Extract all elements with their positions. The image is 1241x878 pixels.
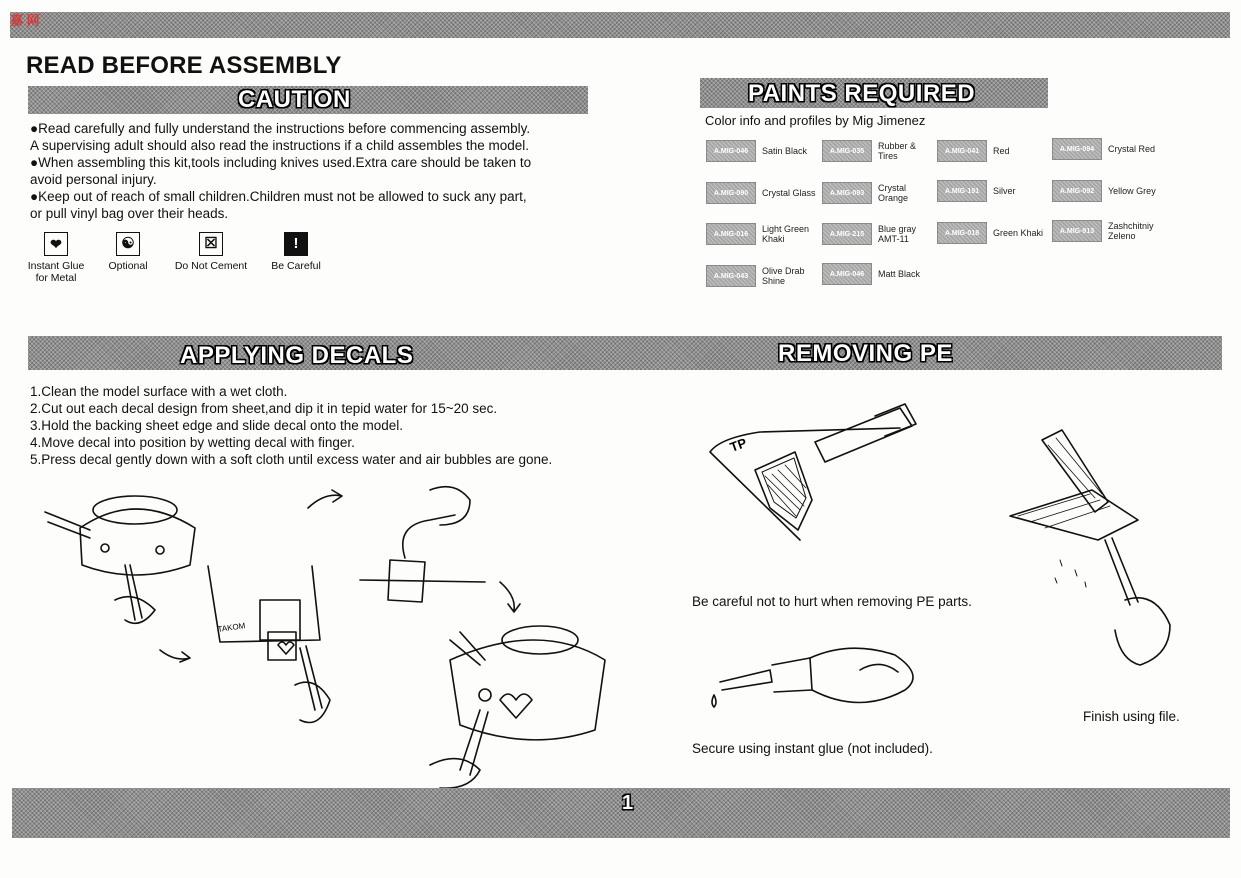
crossed-box-icon: ☒ [199,232,223,256]
takom-label: TAKOM [217,621,246,634]
decal-step: 1.Clean the model surface with a wet cloth. [30,384,288,399]
caution-line: ●When assembling this kit,tools including knives used.Extra care should be taken to [30,155,532,170]
paint-name: Rubber & Tires [878,141,917,161]
paint-chip: A.MIG-215 [822,223,872,245]
paint-item [706,140,822,162]
paint-item [937,222,1053,244]
page-number: 1 [622,792,634,814]
paint-chip: A.MIG-041 [937,140,987,162]
paint-name: Red [993,146,1010,156]
paint-chip: A.MIG-093 [822,182,872,204]
paint-chip: A.MIG-092 [1052,180,1102,202]
paint-item [937,180,1053,202]
turret-illustration-1 [45,496,195,623]
paint-item [706,265,822,287]
paint-chip: A.MIG-035 [822,140,872,162]
paint-name: Satin Black [762,146,808,156]
caution-text [30,120,600,222]
caution-line: ●Keep out of reach of small children.Children must not be allowed to suck any part, [30,189,527,204]
caution-line: A supervising adult should also read the instructions if a child assembles the model. [30,138,530,153]
paint-name: Light Green Khaki [762,224,810,244]
caution-title: CAUTION [238,86,351,113]
pe-tp-label: TP [727,435,749,455]
paint-item [1052,220,1168,242]
caution-line: or pull vinyl bag over their heads. [30,206,229,221]
decal-step: 2.Cut out each decal design from sheet,and dip it in tepid water for 15~20 sec. [30,401,498,416]
yin-yang-icon: ☯ [116,232,140,256]
paint-chip: A.MIG-046 [822,263,872,285]
top-band [10,12,1230,38]
footer-band [12,788,1230,838]
caution-line: ●Read carefully and fully understand the instructions before commencing assembly. [30,121,531,136]
paint-name: Yellow Grey [1108,186,1156,196]
paint-name: Crystal Red [1108,144,1156,154]
paint-name: Crystal Glass [762,188,816,198]
pe-caption-3: Finish using file. [1083,709,1180,724]
pe-illustration [700,390,1230,710]
paint-item [822,223,938,245]
paint-chip: A.MIG-094 [1052,138,1102,160]
paint-name: Zashchitniy Zeleno [1108,221,1154,241]
file-illustration [1010,430,1170,665]
paint-name: Green Khaki [993,228,1044,238]
pe-fret-illustration [710,404,916,540]
paints-subtitle: Color info and profiles by Mig Jimenez [705,113,926,128]
paint-item [937,140,1053,162]
decal-illustration [30,470,630,790]
decal-step: 3.Hold the backing sheet edge and slide decal onto the model. [30,418,404,433]
paint-item [822,182,938,204]
decal-step: 5.Press decal gently down with a soft cloth until excess water and air bubbles are gone. [30,452,553,467]
paint-item [1052,180,1168,202]
paint-name: Matt Black [878,269,921,279]
turret-illustration-2 [430,626,605,788]
pe-title: REMOVING PE [778,340,953,367]
paints-title: PAINTS REQUIRED [748,80,976,107]
paint-name: Olive Drab Shine [762,266,805,286]
site-logo: 嘉 网 [10,13,40,28]
paint-item [1052,138,1168,160]
paint-chip: A.MIG-043 [706,265,756,287]
paint-chip: A.MIG-191 [937,180,987,202]
symbol-label: Optional [108,260,148,272]
broken-heart-icon: ❤ [44,232,68,256]
pe-caption-1: Be careful not to hurt when removing PE parts. [692,594,972,609]
symbol-label: Do Not Cement [174,260,248,272]
paint-item [706,223,822,245]
symbol-optional [98,232,158,272]
paint-item [822,263,938,285]
symbol-instant-glue [22,232,90,284]
symbol-be-careful [262,232,330,272]
caution-line: avoid personal injury. [30,172,157,187]
paint-name: Silver [993,186,1016,196]
decal-step: 4.Move decal into position by wetting decal with finger. [30,435,355,450]
paint-item [706,182,822,204]
decals-title: APPLYING DECALS [180,342,414,369]
paint-chip: A.MIG-046 [706,140,756,162]
page-title: READ BEFORE ASSEMBLY [26,52,342,79]
paint-chip: A.MIG-018 [937,222,987,244]
decal-steps [30,383,670,468]
paint-name: Blue gray AMT-11 [878,224,917,244]
decal-sheet-illustration [208,566,330,723]
paint-chip: A.MIG-016 [706,223,756,245]
paint-chip: A.MIG-913 [1052,220,1102,242]
exclamation-icon: ! [284,232,308,256]
paint-name: Crystal Orange [878,183,909,203]
symbol-label: Be Careful [271,260,321,272]
paint-chip: A.MIG-090 [706,182,756,204]
glue-bottle-illustration [712,648,913,707]
symbol-do-not-cement [166,232,256,272]
symbol-label: Instant Glue for Metal [27,260,85,284]
paint-item [822,140,938,162]
water-dish-illustration [360,487,485,602]
pe-caption-2: Secure using instant glue (not included). [692,741,933,756]
